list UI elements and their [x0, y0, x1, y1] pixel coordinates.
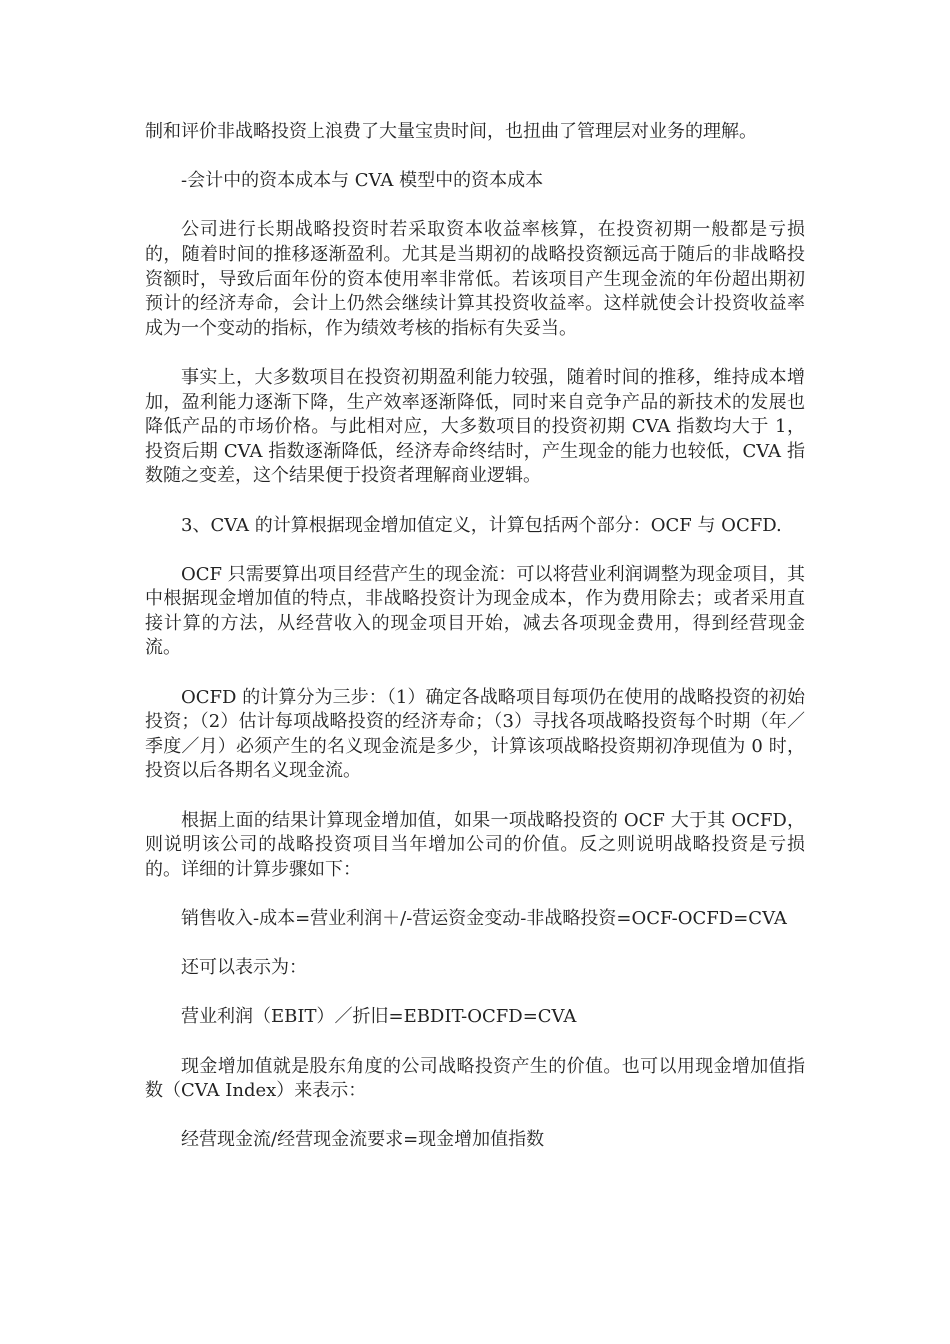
paragraph-ocfd-steps: OCFD 的计算分为三步：（1）确定各战略项目每项仍在使用的战略投资的初始投资；（2）估计每项战略投资的经济寿命；（3）寻找各项战略投资每个时期（年／季度／月）必须产生的名义现金流是多少，计算该项战略投资期初净现值为 0 时，投资以后各期名义现金流。 [145, 686, 805, 782]
paragraph-cva-index-trend: 事实上，大多数项目在投资初期盈利能力较强，随着时间的推移，维持成本增加，盈利能力逐渐下降，生产效率逐渐降低，同时来自竞争产品的新技术的发展也降低产品的市场价格。与此相对应，大多数项目的投资初期 CVA 指数均大于 1，投资后期 CVA 指数逐渐降低，经济寿命终结时，产生现金的能力也较低，CVA 指数随之变差，这个结果便于投资者理解商业逻辑。 [145, 366, 805, 487]
paragraph-ocf: OCF 只需要算出项目经营产生的现金流：可以将营业利润调整为现金项目，其中根据现金增加值的特点，非战略投资计为现金成本，作为费用除去；或者采用直接计算的方法，从经营收入的现金项目开始，减去各项现金费用，得到经营现金流。 [145, 563, 805, 659]
formula-cva-1: 销售收入-成本=营业利润＋/-营运资金变动-非战略投资=OCF-OCFD=CVA [181, 908, 787, 929]
formula-cva-2: 营业利润（EBIT）／折旧=EBDIT-OCFD=CVA [181, 1006, 577, 1028]
paragraph-cva-result: 根据上面的结果计算现金增加值，如果一项战略投资的 OCF 大于其 OCFD，则说明该公司的战略投资项目当年增加公司的价值。反之则说明战略投资是亏损的。详细的计算步骤如下： [145, 809, 805, 880]
paragraph-return-on-capital: 公司进行长期战略投资时若采取资本收益率核算，在投资初期一般都是亏损的，随着时间的推移逐渐盈利。尤其是当期初的战略投资额远高于随后的非战略投资额时，导致后面年份的资本使用率非常低。若该项目产生现金流的年份超出期初预计的经济寿命，会计上仍然会继续计算其投资收益率。这样就使会计投资收益率成为一个变动的指标，作为绩效考核的指标有失妥当。 [145, 219, 805, 339]
paragraph-continuation: 制和评价非战略投资上浪费了大量宝贵时间，也扭曲了管理层对业务的理解。 [145, 121, 757, 142]
paragraph-alternative: 还可以表示为： [181, 957, 307, 979]
paragraph-cva-index: 现金增加值就是股东角度的公司战略投资产生的价值。也可以用现金增加值指数（CVA Index）来表示： [145, 1055, 805, 1102]
document-body [145, 120, 805, 1178]
section-heading-cva-calculation: 3、CVA 的计算根据现金增加值定义，计算包括两个部分：OCF 与 OCFD. [181, 514, 782, 536]
section-heading-capital-cost: -会计中的资本成本与 CVA 模型中的资本成本 [181, 170, 544, 192]
formula-cva-index: 经营现金流/经营现金流要求=现金增加值指数 [181, 1129, 545, 1151]
